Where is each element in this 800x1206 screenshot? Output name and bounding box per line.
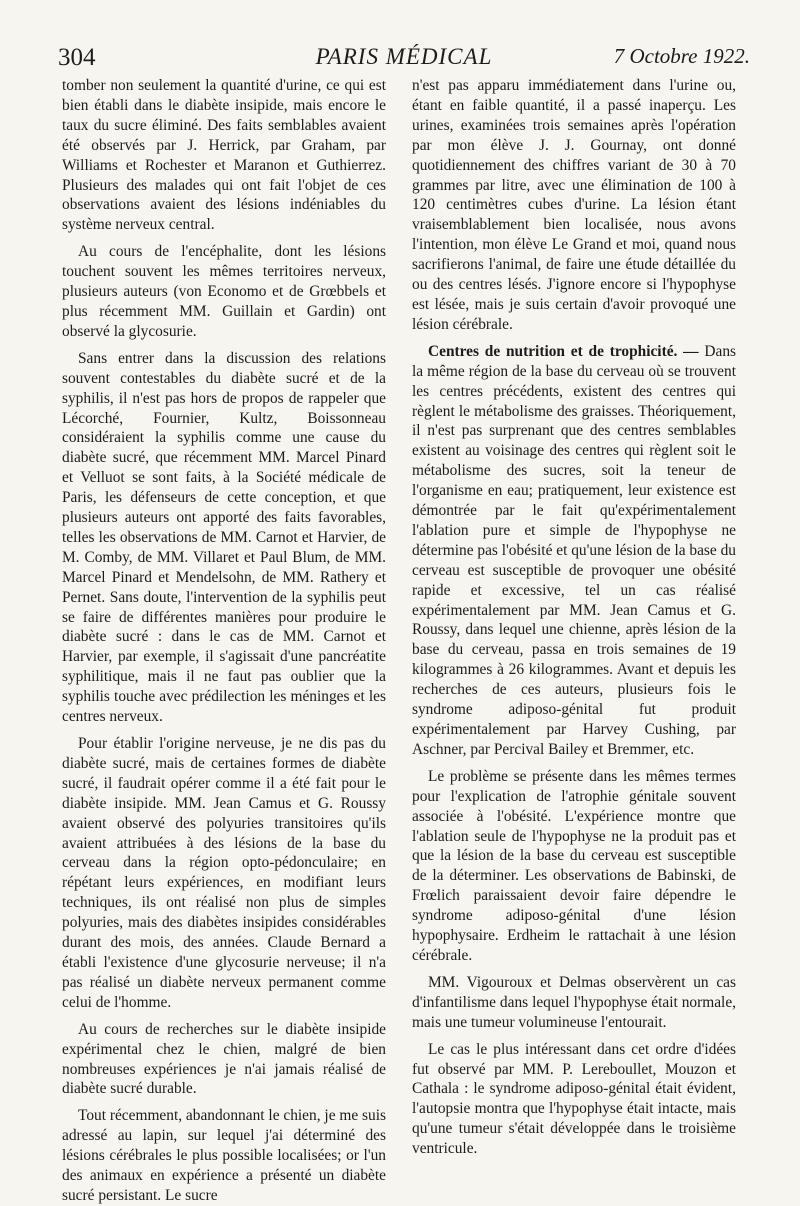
paragraph: tomber non seulement la quantité d'urine, ce qui est bien établi dans le diabète insipide, mais encore le taux du sucre éliminé. Des faits semblables avaient été observés par J. Herrick, par Graham, par Williams et Rochester et Maranon et Guthierrez. Plusieurs des malades qui ont fait l'objet de ces observations avaient des lésions indéniables du système nerveux central.: [62, 77, 386, 234]
paragraph: Tout récemment, abandonnant le chien, je me suis adressé au lapin, sur lequel j'ai déterminé des lésions cérébrales le plus possible localisées; or l'un des animaux en expérience a présenté un diabète sucré persistant. Le sucre: [62, 1107, 386, 1204]
left-column: [62, 76, 386, 1206]
paragraph: Au cours de l'encéphalite, dont les lésions touchent souvent les mêmes territoires nerveux, plusieurs auteurs (von Economo et de Grœbbels et plus récemment MM. Guillain et Gardin) ont observé la glycosurie.: [62, 243, 386, 340]
page-header: [58, 44, 750, 76]
paragraph: n'est pas apparu immédiatement dans l'urine ou, étant en faible quantité, il a passé inaperçu. Les urines, examinées trois semaines après l'opération par mon élève J. J. Gournay, ont donné quotidiennement des chiffres variant de 30 à 70 grammes par litre, avec une élimination de 100 à 120 centimètres cubes d'urine. La lésion étant vraisemblablement bien localisée, nous avons l'intention, mon élève Le Grand et moi, quand nous sacrifierons l'animal, de faire une étude détaillée du ou des centres lésés. J'ignore encore si l'hypophyse est lésée, mais je suis certain d'avoir provoqué une lésion cérébrale.: [412, 77, 736, 333]
section-paragraph: [412, 342, 736, 760]
right-column: [412, 76, 736, 1159]
section-text: Dans la même région de la base du cerveau où se trouvent les centres précédents, existent des centres qui règlent le métabolisme des graisses. Théoriquement, il n'est pas surprenant que des centres semblables existent au voisinage des centres qui règlent soit le métabolisme des sucres, soit la teneur de l'organisme en eau; pratiquement, leur existence est démontrée par le fait qu'expérimentalement l'ablation pure et simple de l'hypophyse ne détermine pas l'obésité et qu'une lésion de la base du cerveau est susceptible de provoquer une obésité rapide et excessive, tel un cas réalisé expérimentalement par MM. Jean Camus et G. Roussy, dans lequel une chienne, après lésion de la base du cerveau, passa en trois semaines de 19 kilogrammes à 26 kilogrammes. Avant et depuis les recherches de ces auteurs, plusieurs fois le syndrome adiposo-génital fut produit expérimentalement par Harvey Cushing, par Aschner, par Percival Bailey et Bremmer, etc.: [412, 342, 737, 758]
page-number: 304: [58, 44, 96, 71]
section-heading: Centres de nutrition et de trophicité. —: [428, 342, 699, 360]
paragraph: Le problème se présente dans les mêmes termes pour l'explication de l'atrophie génitale souvent associée à l'obésité. L'expérience montre que l'ablation seule de l'hypophyse ne la produit pas et que la lésion de la base du cerveau est susceptible de la déterminer. Les observations de Babinski, de Frœlich paraissaient devoir faire dépendre le syndrome adiposo-génital d'une lésion hypophysaire. Erdheim le rattachait à une lésion cérébrale.: [412, 767, 736, 964]
paragraph: MM. Vigouroux et Delmas observèrent un cas d'infantilisme dans lequel l'hypophyse était normale, mais une tumeur volumineuse l'entourait.: [412, 973, 736, 1031]
journal-title: PARIS MÉDICAL: [315, 44, 493, 69]
paragraph: Le cas le plus intéressant dans cet ordre d'idées fut observé par MM. P. Lereboullet, Mouzon et Cathala : le syndrome adiposo-génital était évident, l'autopsie montra que l'hypophyse était intacte, mais qu'une tumeur s'était développée dans le troisième ventricule.: [412, 1040, 736, 1158]
paragraph: Au cours de recherches sur le diabète insipide expérimental chez le chien, malgré de bien nombreuses expériences je n'ai jamais réalisé de diabète sucré durable.: [62, 1020, 386, 1098]
issue-date: 7 Octobre 1922.: [613, 44, 750, 68]
paragraph: Sans entrer dans la discussion des relations souvent contestables du diabète sucré et de la syphilis, il n'est pas hors de propos de rappeler que Lécorché, Fournier, Kultz, Boissonneau considéraient la syphilis comme une cause du diabète sucré, que récemment MM. Marcel Pinard et Velluot se sont faits, à la Société médicale de Paris, les défenseurs de cette conception, et que plusieurs auteurs ont apporté des faits favorables, telles les observations de MM. Carnot et Harvier, de M. Comby, de MM. Villaret et Paul Blum, de MM. Marcel Pinard et Mendelsohn, de MM. Rathery et Pernet. Sans doute, l'intervention de la syphilis peut se faire de différentes manières pour produire le diabète sucré : dans le cas de MM. Carnot et Harvier, par exemple, il s'agissait d'une pancréatite syphilitique, mais il ne faut pas oublier que la syphilis touche avec prédilection les méninges et les centres nerveux.: [62, 349, 386, 726]
paragraph: Pour établir l'origine nerveuse, je ne dis pas du diabète sucré, mais de certaines formes de diabète sucré, il faudrait opérer comme il a été fait pour le diabète insipide. MM. Jean Camus et G. Roussy avaient observé des polyuries transitoires qu'ils avaient attribuées à des lésions de la base du cerveau dans la région opto-pédonculaire; en répétant leurs expériences, en modifiant leurs techniques, ils ont réalisé non plus de simples polyuries, mais des diabètes insipides considérables durant des mois, des années. Claude Bernard a établi l'existence d'une glycosurie nerveuse; il n'a pas réalisé un diabète nerveux permanent comme celui de l'homme.: [62, 735, 386, 1011]
